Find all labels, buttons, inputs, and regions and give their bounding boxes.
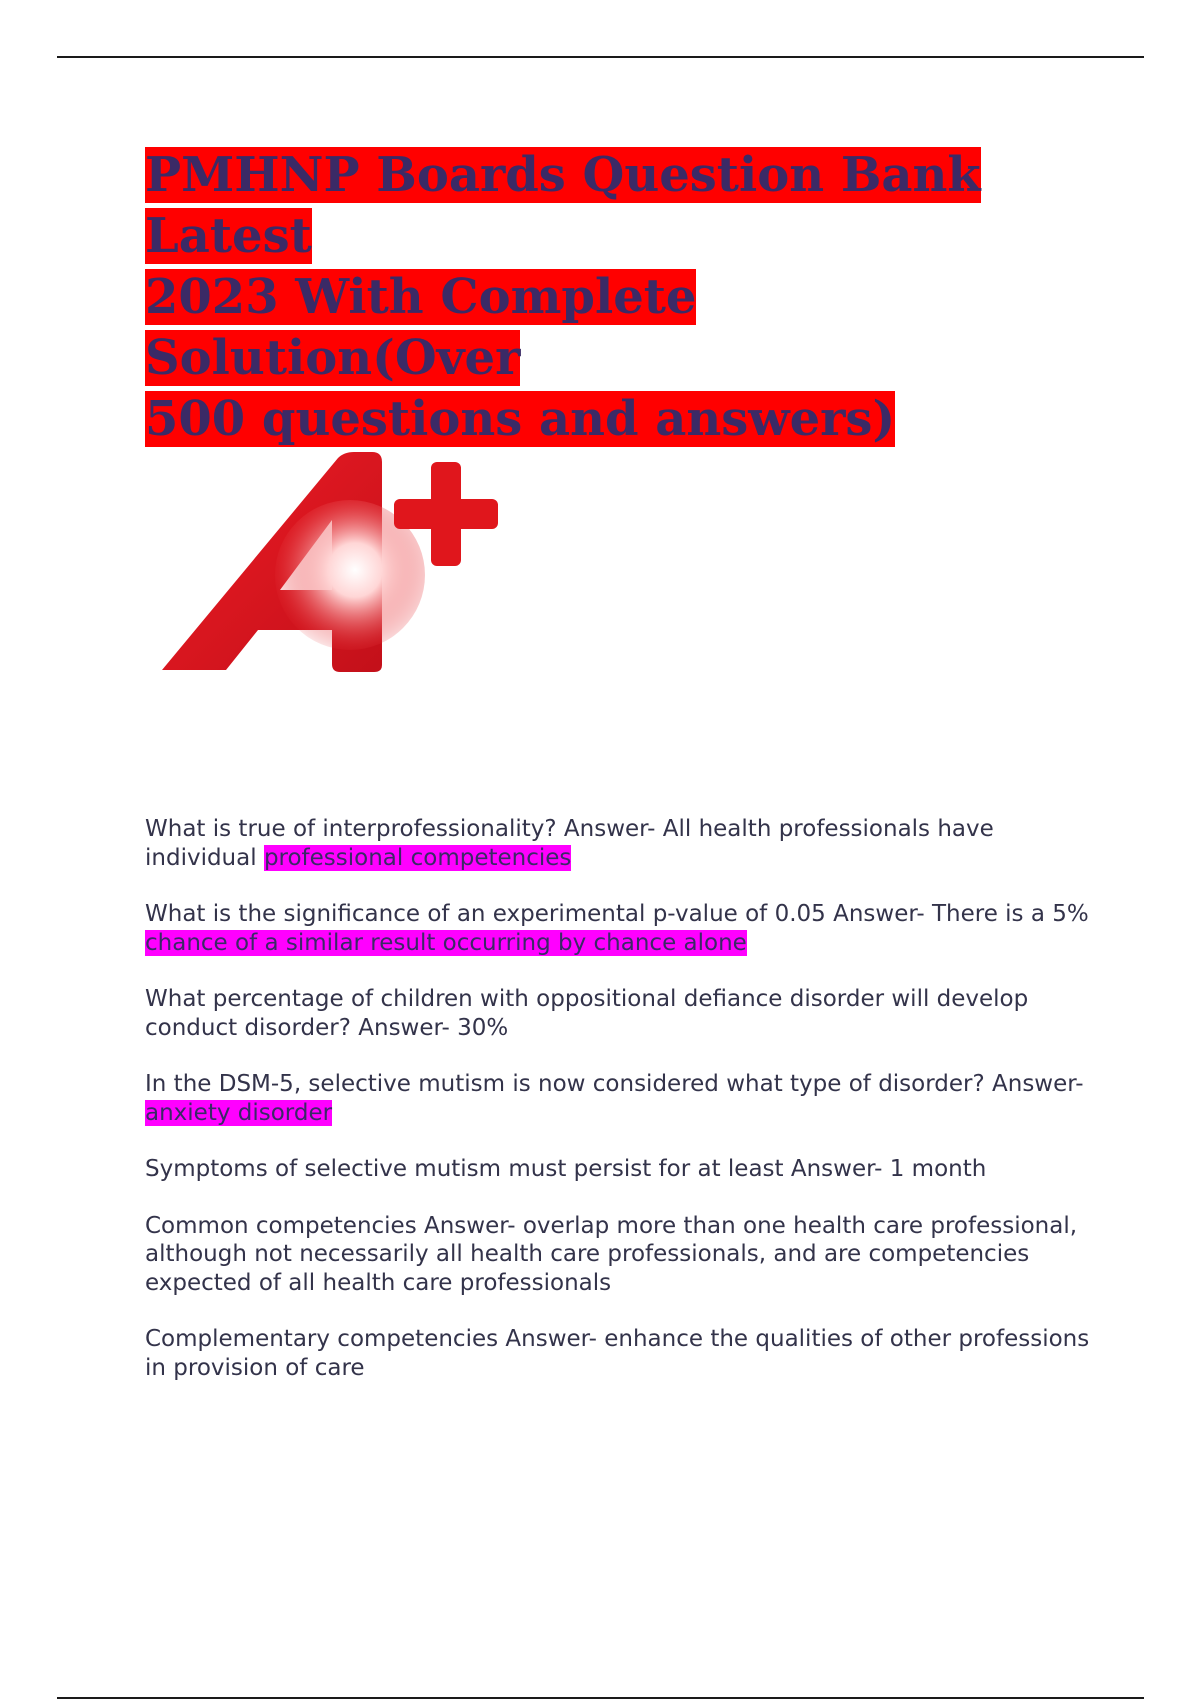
qa-item: [145, 815, 1105, 872]
bottom-rule: [57, 1697, 1144, 1699]
qa-item: [145, 1212, 1105, 1298]
answer-highlight: professional competencies: [263, 844, 572, 871]
qa-text: Common competencies Answer- overlap more than one health care professional, although not necessarily all health care professionals, and are competencies expected of all health care professionals: [145, 1212, 1078, 1296]
title-line-1: PMHNP Boards Question Bank Latest: [145, 147, 981, 264]
qa-text: Symptoms of selective mutism must persist for at least Answer- 1 month: [145, 1156, 987, 1182]
qa-item: [145, 1325, 1105, 1382]
qa-item: [145, 985, 1105, 1042]
qa-text: In the DSM-5, selective mutism is now considered what type of disorder? Answer-: [145, 1071, 1084, 1097]
plus-horizontal: [394, 499, 498, 529]
qa-text: Complementary competencies Answer- enhance the qualities of other professions in provision of care: [145, 1326, 1090, 1381]
answer-highlight: chance of a similar result occurring by chance alone: [145, 929, 747, 956]
title-line-2: 2023 With Complete Solution(Over: [145, 269, 697, 386]
qa-text: What percentage of children with oppositional defiance disorder will develop conduct disorder? Answer- 30%: [145, 986, 1029, 1041]
document-title: [145, 145, 1045, 450]
qa-item: [145, 1155, 1105, 1184]
a-plus-logo: [160, 450, 540, 680]
qa-text: What is the significance of an experimental p-value of 0.05 Answer- There is a 5%: [145, 901, 1089, 927]
qa-text: What is true of interprofessionality? Answer- All health professionals have individual: [145, 816, 994, 871]
answer-highlight: anxiety disorder: [145, 1099, 333, 1126]
qa-list: [145, 815, 1105, 1410]
top-rule: [57, 56, 1144, 58]
title-line-3: 500 questions and answers): [145, 391, 896, 447]
qa-item: [145, 1070, 1105, 1127]
qa-item: [145, 900, 1105, 957]
